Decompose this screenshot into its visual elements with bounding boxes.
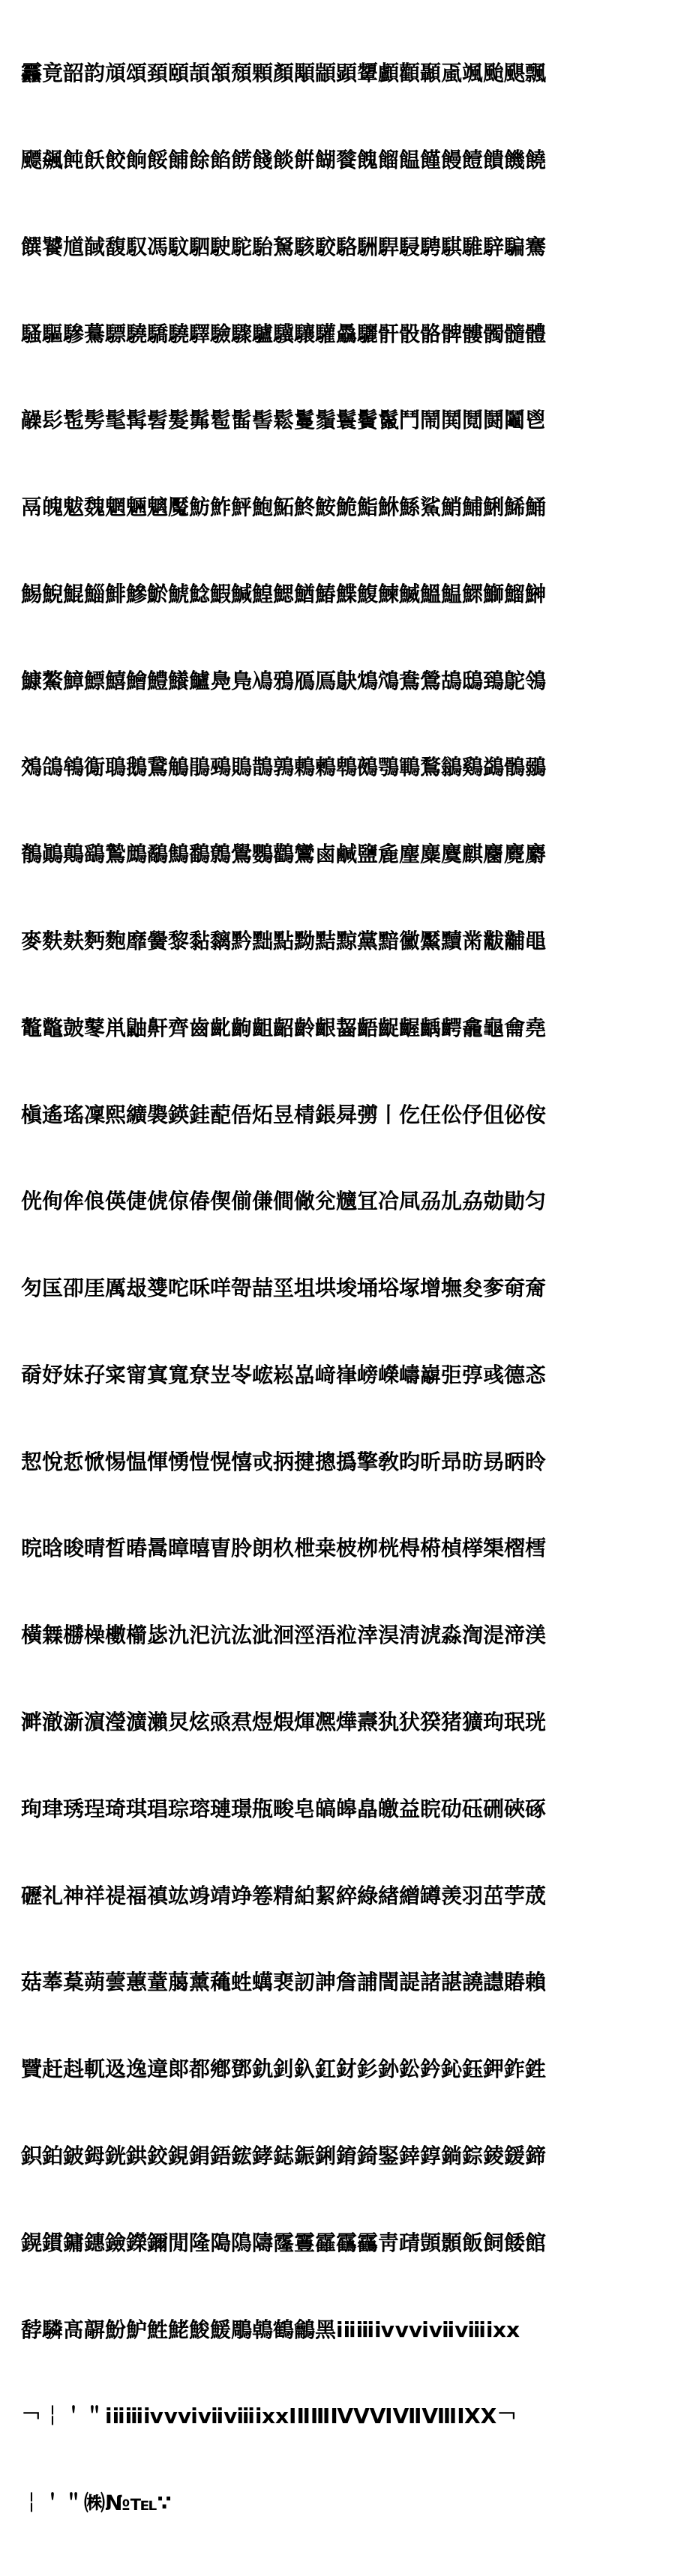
glyph-line: 侊侚侔俍偀倢俿倞偆偰偂傔僴僘兊兤冝冾凬刕劜劦勀勛匀 [21,1189,547,1214]
glyph-line: 騷驅驂驀驃驍驕驍驛驗驟驢驥驤驩驫驪骭骰骼髀髏髑髓體 [21,321,547,346]
glyph-line: 菇菶葈蒴蕓蕙蕫﨟薰蘒﨡蠇裵訒訷詹誧誾諟諸諶譊譿賰賴 [21,1970,547,1995]
glyph-line: 溿澈澵濵瀅瀇瀨炅炫焏焄煜煆煇凞燁燾犱犾猤猪獷玽珉珖 [21,1710,547,1735]
glyph-line: 麥麩麸麪麭靡黌黎黏黐黔黜點黝黠黥黨黯黴黶黷黹黻黼黽 [21,929,547,953]
glyph-line: 饌饕馗馘馥馭馮馼駟駛駝駘駑駭駮駱駲駻駸騁騏騅騂騙騫 [21,234,547,259]
glyph-line: 鬲魄魃魏魍魎魑魘魴鮓鮃鮑鮖鮗鮟鮠鮨鮴鯀鯊鮹鯆鯏鯑鯒 [21,495,547,520]
glyph-line: 贒赶﨣軏﨤逸遧郞都鄕鄧釚釗釞釭釮釤釥鈆鈐鈊鈺鉀鈼鉎 [21,2057,547,2082]
glyph-line: 奣妤妺孖寀甯寘寬尞岦岺峵崧嵓﨑嵂嵭嶸嶹巐弡弴彧德忞 [21,1362,547,1387]
glyph-line: 鉙鉑鈹鉧銧鉷鉸鋧鋗鋙鋐﨧鋕鋠鋓錥錡鋻﨨錞鋿錝錂鍰鍗 [21,2143,547,2168]
glyph-line: 飃飆飩飫餃餉餒餔餘餡餝餞餤餠餬餮餽餾饂饉饅饐饋饑饒 [21,147,547,172]
glyph-line: 橫橆橳橾櫢櫤毖氿汜沆汯泚洄涇浯涖涬淏淸淲淼渹湜渧渼 [21,1623,547,1648]
glyph-line: 槇遙瑤凜熙纊褜鍈銈蓜俉炻昱棈鋹曻彅丨仡仼伀伃伹佖侒 [21,1102,547,1127]
glyph-line: 鶺鷆鷏鷂鷙鷓鷸鷦鷭鷯鷽鸚鸛鸞鹵鹹鹽麁麈麋麌麒麕麑麝 [21,842,547,867]
glyph-line: 鱇鰲鱆鰾鱚鱠鱧鱶鱸鳧鳬鳰鴉鴈鳫鴃鴆鴪鴦鶯鴣鴟鵄鴕鴒 [21,668,547,693]
glyph-line: 晥晗晙晴晳暙暠暲暿曺朎朗杦枻桒柀栁桄棏﨓楨﨔榘槢樰 [21,1536,547,1561]
glyph-line: ￢￤＇＂ⅰⅱⅲⅳⅴⅵⅶⅷⅸⅹⅠⅡⅢⅣⅤⅥⅦⅧⅨⅩ￢ [21,2404,518,2429]
glyph-line: ￤＇＂㈱№℡∵ [21,2491,172,2516]
glyph-line: 恝悅悊惞惕愠惲愑愷愰憘戓抦揵摠撝擎敎昀昕昻昉昮昞昤 [21,1449,547,1474]
glyph-line: 珣珒琇珵琦琪琩琮瑢璉璟甁畯皂皜皞皛皦益睆劯砡硎硤硺 [21,1796,547,1821]
glyph-line: 鎤鏆鏞鏸鐱鑅鑈閒隆﨩隝隯霳霻靃靍靏靑靕顗顥飯飼餧館 [21,2230,547,2255]
glyph-line: 馞驎髙髜魵魲鮏鮱鮻鰀鵰鵫鶴鸙黑ⅰⅱⅲⅳⅴⅵⅶⅷⅸⅹ [21,2317,520,2342]
glyph-line: 匇匤卲厓厲叝﨎咜咊咩哿喆坙坥垬埈埇﨏塚增墲夋奓奛奝 [21,1276,547,1301]
kanji-glyph-block [21,1,656,2576]
glyph-line: 髞髟髢髣髦髯髫髮髴髱髷髻鬆鬘鬚鬟鬢鬣鬥鬧鬨鬩鬪鬮鬯 [21,408,547,433]
glyph-line: 鯣鯢鯤鯔鯡鰺鯲鯱鯰鰕鰔鰉鰓鰌鰆鰈鰒鰊鰄鰮鰛鰥鰤鰡鰰 [21,581,547,606]
glyph-line: 鼇鼈皷鼕鼡鼬鼾齊齒齔齣齟齠齡齦齧齬齪齷齲齶龕龜龠堯 [21,1015,547,1040]
glyph-line: 䨺竟韶韵頏頌頚頤頡頷頹顆顏顒顓顕顰顱顴顳颪颯颱颶飄 [21,61,547,86]
glyph-line: 鵁鴿鴾鵆鵈鵝鵞鵤鵑鵐鵙鵲鶉鶇鶫鵯鵺鶚鶤鶩鶲鷄鷁鶻鶸 [21,755,547,780]
glyph-line: 礰礼神祥禔福禛竑竧靖竫箞精絈絜綷綠緖繒罇羡羽茁荢荿 [21,1883,547,1908]
